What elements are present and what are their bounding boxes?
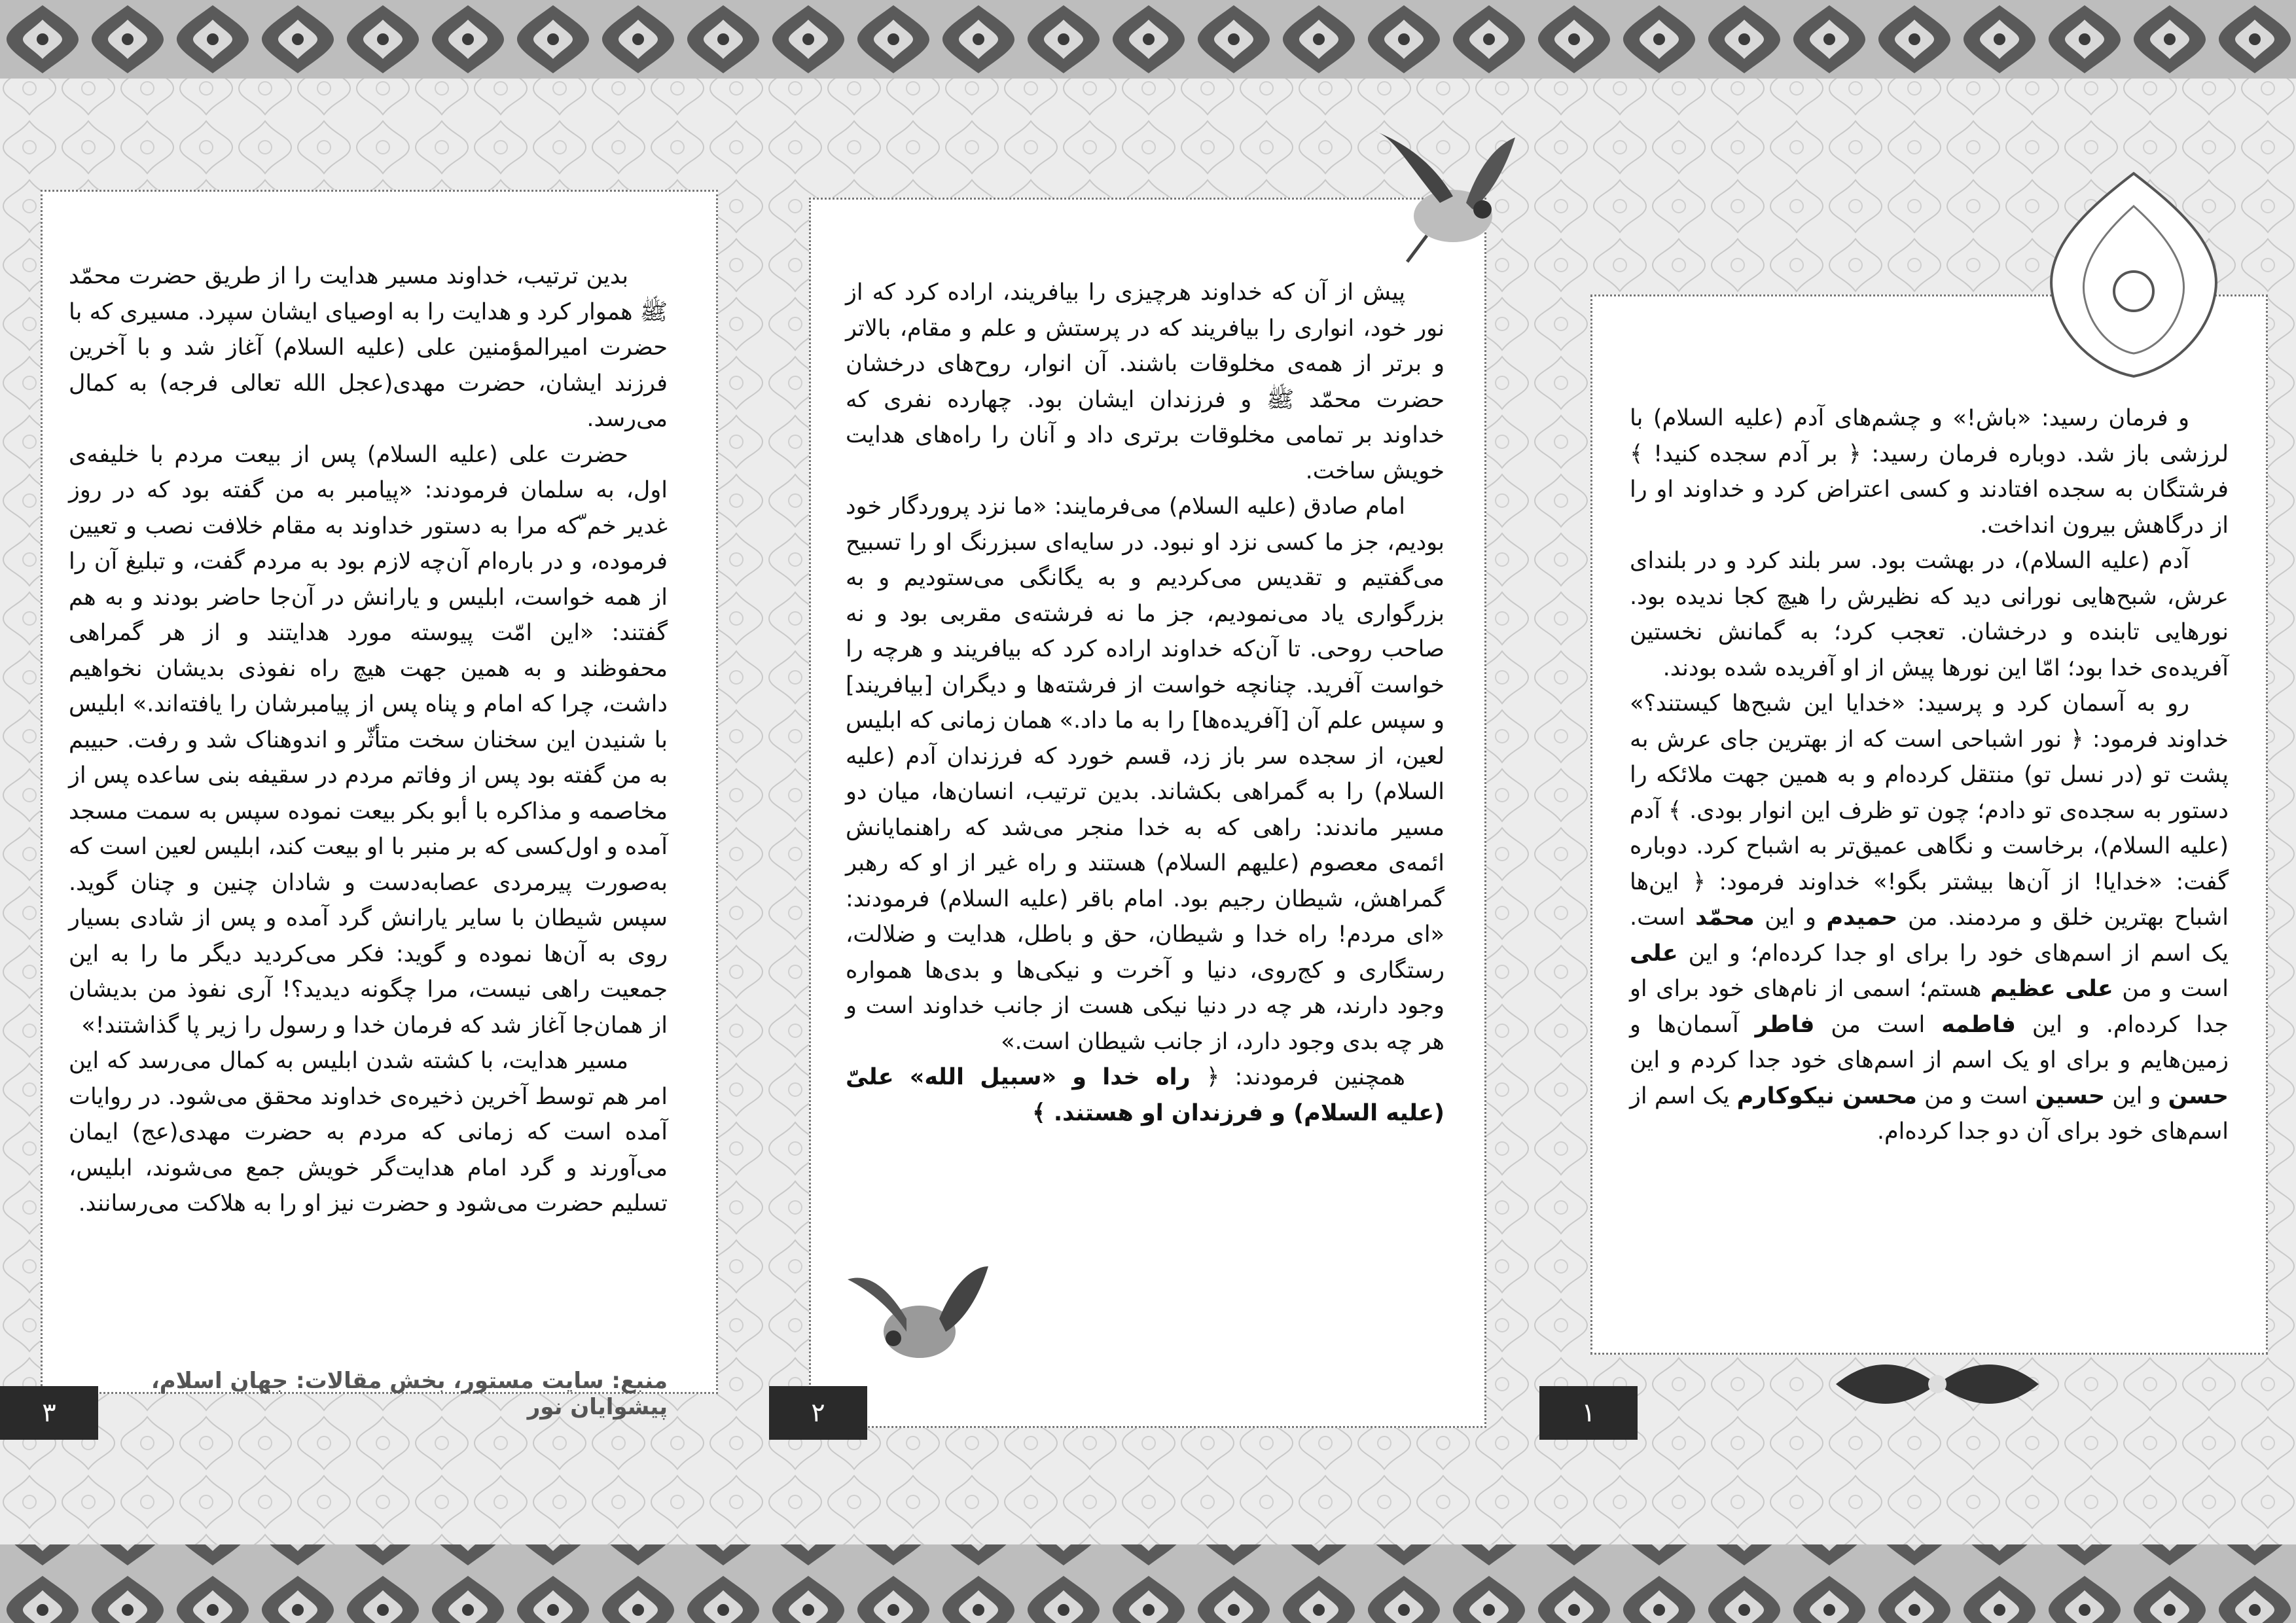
text-run xyxy=(1897,904,1908,931)
text-run: است و من xyxy=(2113,976,2229,1002)
page-3-text xyxy=(69,259,668,1222)
text-run: است و من xyxy=(1916,1082,2036,1109)
bold-name: محمّد xyxy=(1695,904,1755,931)
text-run: و این xyxy=(1754,904,1827,931)
bottom-border xyxy=(0,1544,2296,1623)
page-2-text xyxy=(846,275,1444,1131)
closing-quote xyxy=(846,1060,1444,1131)
paragraph-tail xyxy=(1630,904,2229,1145)
bold-name: حسن xyxy=(2168,1082,2229,1109)
paragraph: بدین ترتیب، خداوند مسیر هدایت را از طریق حضرت محمّد ﷺ هموار کرد و هدایت را به اوصیای ایشان سپرد. مسیری که با حضرت امیرالمؤمنین علی (علیه السلام) آغاز شد و با آخرین فرزند ایشان، حضرت مهدی(عجل الله تعالی فرجه) به کمال می‌رسد. xyxy=(69,263,668,432)
paragraph: حضرت علی (علیه السلام) پس از بیعت مردم با خلیفه‌ی اول، به سلمان فرمودند: «پیامبر به من گفته بود که در روز غدیر خم ّکه مرا به دستور خداوند به مقام خلافت نصب و تعیین فرموده، و در باره‌ام آن‌چه لازم بود به مردم گفت، و تبلیغ آن را از همه خواست، ابلیس و یارانش در آن‌جا حاضر بودند و به هم گفتند: «این امّت پیوسته مورد هدایتند و از هر گمراهی محفوظند و به همین جهت هیچ راه نفوذی بدیشان نخواهیم داشت، چرا که امام و پناه پس از پیامبرشان را یافته‌اند.» ابلیس با شنیدن این سخنان سخت متأثّر و اندوهناک شد و رفت. حبیبم به من گفته بود پس از وفاتم مردم در سقیفه بنی ساعده پس از مخاصمه و مذاکره با أبو بکر بیعت نموده سپس به سمت مسجد آمده و اول‌کسی که بر منبر با او بیعت کند، ابلیس لعین است که به‌صورت پیرمردی عصابه‌دست و شادان چنین و چنان گوید. سپس شیطان با سایر یارانش گرد آمده و پس از شادی بسیار روی به آن‌ها نموده و گوید: فکر می‌کردید دیگر ما را به این جمعیت راهی نیست، مرا چگونه دیدید؟! آری نفوذ من بدیشان از همان‌جا آغاز شد که فرمان خدا و رسول را زیر پا گذاشتند!» xyxy=(69,441,668,1039)
top-border xyxy=(0,0,2296,79)
paragraph: آدم (علیه السلام)، در بهشت بود. سر بلند کرد و در بلندای عرش، شبح‌هایی نورانی دید که نظیرش را هیچ کجا ندیده بود. نورهایی تابنده و درخشان. تعجب کرد؛ به گمانش نخستین آفریده‌ی خدا بود؛ امّا این نورها پیش از او آفریده شده بودند. xyxy=(1630,548,2229,681)
paragraph: امام صادق (علیه السلام) می‌فرمایند: «ما نزد پروردگار خود بودیم، جز ما کسی نزد او نبود. در سایه‌ای سبزرنگ او را تسبیح می‌گفتیم و تقدیس می‌کردیم و به یگانگی می‌ستودیم و به بزرگواری یاد می‌نمودیم، جز ما نه فرشته‌ی مقربی بود و نه صاحب روحی. تا آن‌که خداوند اراده کرد که بیافریند و هرچه را خواست آفرید. چنانچه خواست از فرشته‌ها و دیگران [بیافریند] و سپس علم آن [آفریده‌ها] را به ما داد.» همان زمانی که ابلیس لعین، از سجده سر باز زد، قسم خورد که فرزندان آدم (علیه السلام) را به گمراهی بکشاند. بدین ترتیب، انسان‌ها، میان دو مسیر ماندند: راهی که به خدا منجر می‌شد که راهنمایانش ائمه‌ی معصوم (علیهم السلام) هستند و راه غیر از او که رهبر گمراهش، شیطان رجیم بود. امام باقر (علیه السلام) فرمودند: «ای مردم! راه خدا و شیطان، حق و باطل، هدایت و ضلالت، رستگاری و کج‌روی، دنیا و آخرت و نیکی‌ها و بدی‌ها همواره وجود دارند، هر چه در دنیا نیکی هست از جانب خداوند است و هر چه بدی وجود دارد، از جانب شیطان است.» xyxy=(846,493,1444,1055)
paragraph: پیش از آن که خداوند هرچیزی را بیافریند، اراده کرد که از نور خود، انواری را بیافریند که در پرستش و علم و مقام، بالاتر و برتر از همه‌ی مخلوقات باشند. آن انوار، روح‌های درخشان حضرت محمّد ﷺ و فرزندان ایشان بود. چهارده نفری که خداوند بر تمامی مخلوقات برتری داد و آنان را راه‌های هدایت خویش ساخت. xyxy=(846,279,1444,484)
text-run: است من xyxy=(1814,1011,1942,1038)
bold-name: محسن نیکوکارم xyxy=(1736,1082,1917,1109)
page-number-2: ۲ xyxy=(769,1386,867,1440)
paragraph: مسیر هدایت، با کشته شدن ابلیس به کمال می‌رسد که این امر هم توسط آخرین ذخیره‌ی خداوند محقق می‌شود. در روایات آمده است که زمانی که مردم به حضرت مهدی(عج) ایمان می‌آورند و گرد امام هدایت‌گر خویش جمع می‌شوند، ابلیس، تسلیم حضرت می‌شود و حضرت نیز او را به هلاکت می‌رسانند. xyxy=(69,1048,668,1217)
text-run: هستم؛ اسمی از نام‌های خود برای او جدا کرده‌ام. و این xyxy=(1630,976,2229,1038)
flower-ornament-icon xyxy=(2039,167,2229,383)
closing-quote-bold: راه خدا و «سبیل الله» علیّ (علیه السلام) و فرزندان او هستند. ﴾ xyxy=(846,1064,1444,1126)
paragraph-head: رو به آسمان کرد و پرسید: «خدایا این شبح‌ها کیستند؟» خداوند فرمود: ﴿ نور اشباحی است که از بهترین جای عرش به پشت تو (در نسل تو) منتقل کرده‌ام و به همین جهت ملائکه را دستور به سجده‌ی تو دادم؛ چون تو ظرف این انوار بودی. ﴾ آدم (علیه السلام)، برخاست و نگاهی عمیق‌تر به اشباح کرد. دوباره گفت: «خدایا! از آن‌ها بیشتر بگو!» خداوند فرمود: ﴿ این‌ها اشباح بهترین خلق و مردمند. من xyxy=(1630,690,2229,931)
source-citation: منبع: سایت مستور، بخش مقالات: جهان اسلام، پیشوایان نور xyxy=(151,1368,668,1420)
bold-name: علی xyxy=(1630,940,1678,967)
text-run: یک اسم از اسم‌های خود برای آن دو جدا کرده‌ام. xyxy=(1630,1082,2229,1145)
paragraph: و فرمان رسید: «باش!» و چشم‌های آدم (علیه السلام) با لرزشی باز شد. دوباره فرمان رسید: ﴿ بر آدم سجده کنید! ﴾ فرشتگان به سجده افتادند و کسی اعتراض کرد و خداوند او را از درگاهش بیرون انداخت. xyxy=(1630,405,2229,539)
bold-name: فاطمه xyxy=(1941,1011,2016,1038)
border-ornament-icon xyxy=(1829,1355,2045,1414)
closing-quote-plain: همچنین فرمودند: ﴿ xyxy=(1206,1064,1405,1090)
bird-illustration-icon xyxy=(841,1260,992,1378)
page-number-1: ۱ xyxy=(1539,1386,1638,1440)
bird-illustration-icon xyxy=(1368,124,1518,268)
text-run: است. یک اسم از اسم‌های خود را برای او جدا کرده‌ام؛ و این xyxy=(1630,904,2229,967)
bold-name: حمیدم xyxy=(1826,904,1898,931)
bold-name: علی عظیم xyxy=(1990,976,2113,1002)
text-run: آسمان‌ها و زمین‌هایم و برای او یک اسم از اسم‌های خود جدا کردم و این xyxy=(1630,1011,2229,1073)
bold-name: حسین xyxy=(2035,1082,2106,1109)
paragraph xyxy=(1630,686,2229,1150)
page-1-text xyxy=(1630,401,2229,1150)
text-run: و این xyxy=(2105,1082,2168,1109)
page-number-3: ۳ xyxy=(0,1386,98,1440)
bold-name: فاطر xyxy=(1755,1011,1815,1038)
